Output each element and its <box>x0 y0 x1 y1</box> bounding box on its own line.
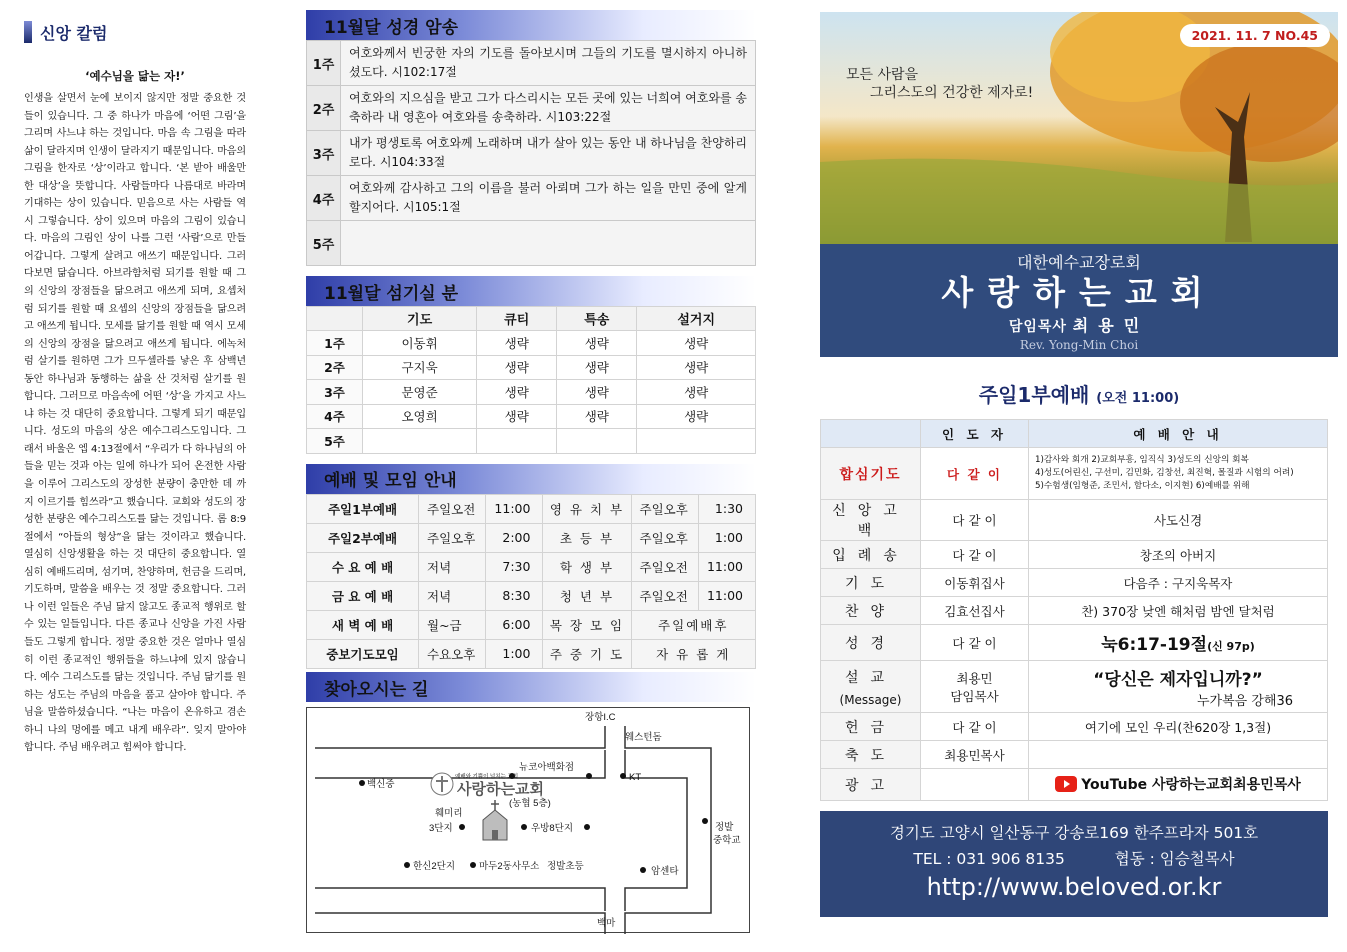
contact-line <box>820 847 1328 869</box>
leader-text: 다 같 이 <box>952 513 997 528</box>
church-name: 사랑하는교회 <box>941 273 1217 312</box>
meeting-time: 2:00 <box>486 523 543 552</box>
group-name: 학 생 부 <box>543 552 631 581</box>
slogan-line-1: 모든 사람을 <box>846 67 919 83</box>
leader-text: 최용민 <box>956 670 993 686</box>
serve-col-header: 기도 <box>363 307 477 331</box>
church-footer <box>820 811 1328 917</box>
worship-row <box>821 500 1328 541</box>
serve-row <box>307 429 756 454</box>
meeting-name: 금 요 예 배 <box>307 581 419 610</box>
order-name <box>821 769 921 801</box>
group-day: 주일예배후 <box>631 610 756 639</box>
group-time: 11:00 <box>698 552 755 581</box>
meeting-time: 8:30 <box>486 581 543 610</box>
bible-verse: 여호와께서 빈궁한 자의 기도를 돌아보시며 그들의 기도를 멸시하지 아니하셨도다. 시102:17절 <box>341 41 756 86</box>
service-title <box>820 379 1338 419</box>
leader-text: 다 같 이 <box>947 466 1002 482</box>
order-name <box>821 448 921 500</box>
label-humiri: 훼미리 <box>435 808 463 819</box>
group-time: 1:00 <box>698 523 755 552</box>
leader-text: 최용민목사 <box>944 747 1005 763</box>
guide-text: 창조의 아버지 <box>1139 547 1217 563</box>
bible-row <box>307 131 756 176</box>
order-name-text: 합심기도 <box>839 466 902 483</box>
group-time: 11:00 <box>698 581 755 610</box>
map-heading <box>306 672 756 702</box>
guide-text: 사도신경 <box>1153 513 1203 528</box>
serve-week: 1주 <box>307 331 363 356</box>
serve-heading-text: 11월달 섬기실 분 <box>324 283 459 304</box>
order-leader <box>921 597 1029 625</box>
worship-row <box>821 713 1328 741</box>
serve-cell: 생략 <box>477 380 557 405</box>
guide-text: 다음주 : 구지욱목자 <box>1123 575 1233 591</box>
youtube-icon[interactable] <box>1055 780 1077 795</box>
meeting-row <box>307 552 756 581</box>
meeting-day: 저녁 <box>419 552 486 581</box>
group-day: 주일오후 <box>631 523 698 552</box>
serve-col-header: 큐티 <box>477 307 557 331</box>
serve-week: 3주 <box>307 380 363 405</box>
right-column <box>820 12 1338 917</box>
label-jeongbal2: 중학교 <box>713 835 741 846</box>
meeting-name: 새 벽 예 배 <box>307 610 419 639</box>
bible-week: 4주 <box>307 176 341 221</box>
essay-body: 인생을 살면서 눈에 보이지 않지만 정말 중요한 것들이 있습니다. 그 중 하나가 마음에 ‘어떤 그림’을 그리며 사느냐 하는 것입니다. 마음 속 그림을 따라 삶이 달라지며 인생이 달라지기 때문입니다. 마음의 그림을 한자로 ‘상’이라고 합니다. ‘본 받아 배울만한 대상’을 뜻합니다. 사람들마다 나름대로 바라며 기대하는 상이 있습니다. 믿음으로 사는 사람들 역시 그렇습니다. 상이 있으며 마음의 그림이 있습니다. 마음의 그림인 상이 나를 그런 ‘사람’으로 만들어갑니다. 그렇게 살려고 애쓰기 때문입니다. 그러다보면 닮습니다. 아브라함처럼 되기를 원할 때 그의 신앙의 장점들을 닮으려고 애쓰게 되며, 요셉처럼 되기를 원할 때 요셉의 신앙의 장점들을 닮으려고 애쓰게 됩니다. 모세를 닮기를 원할 때 역시 모세의 신앙의 장점을 닮으려고 애쓰게 됩니다. 에녹처럼 살기를 원하면 그가 므두셀라를 낳은 후 삼백년 동안 하나님과 동행하는 삶을 산 것처럼 살기를 원합니다. 그러므로 마음속에 어떤 ‘상’을 가지고 사느냐 하는 것 대단히 중요합니다. 그렇게 되기 때문입니다. 성도의 마음의 상은 예수그리스도입니다. 그래서 바울은 엡 4:13절에서 “우리가 다 하나님의 아들을 믿는 것과 아는 일에 하나가 되어 온전한 사람을 이루어 그리스도의 장성한 분량이 충만한 데 까지 이르기를 힘쓰라”고 했습니다. 교회와 성도의 장성한 분량은 예수그리스도를 닮는 것입니다. 롬 8:9절에서 “아들의 형상”을 닮는 것이라고 했습니다. 열심히 신앙생활을 하는 것 대단히 중요합니다. 열심히 예배드리며, 섬기며, 찬양하며, 헌금을 드리며, 기도하며, 말씀을 배우는 것 정말 중요합니다. 그러나 이런 일들은 주님 닮지 않고도 종교적 행위로 할 수 있는 일들입니다. 다른 종교나 신앙을 가진 사람들도 그렇게 합니다. 정말 중요한 것은 얼마나 열심히 이런 종교적인 행위들을 하느냐에 있지 않습니다. 예수 그리스도를 닮는 것입니다. 주님 닮기를 원하는 성도는 주님의 마음을 품고 살아야 합니다. 주님을 말씀하셨습니다. “나는 마음이 온유하고 겸손하니 나의 멍에를 메고 내게 배우라”. 잊지 말아야 합니다. 주님 배우려고 힘써야 합니다. <box>24 93 246 754</box>
worship-row <box>821 569 1328 597</box>
serve-cell: 문영준 <box>363 380 477 405</box>
label-church: 사랑하는교회 <box>457 781 544 798</box>
pastor-label: 담임목사 <box>1008 319 1067 335</box>
group-name: 초 등 부 <box>543 523 631 552</box>
order-name-text: 헌금 <box>844 719 897 736</box>
serve-row <box>307 380 756 405</box>
meeting-day: 수요오후 <box>419 639 486 668</box>
meeting-day: 저녁 <box>419 581 486 610</box>
label-hansin: 한신2단지 <box>413 861 455 872</box>
bible-row <box>307 41 756 86</box>
meeting-name: 주일2부예배 <box>307 523 419 552</box>
order-leader <box>921 713 1029 741</box>
map-heading-text: 찾아오시는 길 <box>324 679 429 700</box>
serve-cell: 생략 <box>637 355 756 380</box>
order-name-text: 성경 <box>844 635 897 652</box>
order-name-text: 설교 <box>844 669 897 686</box>
meeting-time: 1:00 <box>486 639 543 668</box>
meeting-name: 주일1부예배 <box>307 494 419 523</box>
serve-cell: 구지욱 <box>363 355 477 380</box>
label-jeongbal-elem: 정발초등 <box>547 861 584 872</box>
corner-cell <box>821 420 921 448</box>
order-name <box>821 713 921 741</box>
bible-row <box>307 176 756 221</box>
serve-cell: 생략 <box>557 355 637 380</box>
order-name <box>821 569 921 597</box>
serve-table <box>306 306 756 454</box>
group-name: 주 중 기 도 <box>543 639 631 668</box>
serve-cell: 이동휘 <box>363 331 477 356</box>
order-guide <box>1029 741 1328 769</box>
order-guide <box>1029 713 1328 741</box>
label-janghang: 장항I.C <box>585 712 616 723</box>
serve-cell <box>477 429 557 454</box>
worship-order-table <box>820 419 1328 801</box>
bible-week: 5주 <box>307 221 341 266</box>
order-name <box>821 661 921 713</box>
leader-text: 김효선집사 <box>944 603 1005 619</box>
guide-text: 찬) 370장 낮엔 해처럼 밤엔 달처럼 <box>1081 603 1275 619</box>
order-guide <box>1029 661 1328 713</box>
column-heading-text: 신앙 칼럼 <box>40 23 108 43</box>
leader-text: 다 같 이 <box>952 547 997 563</box>
order-name <box>821 500 921 541</box>
bible-week: 1주 <box>307 41 341 86</box>
sermon-series: 누가복음 강해36 <box>1196 693 1293 709</box>
serve-week: 2주 <box>307 355 363 380</box>
bible-week: 3주 <box>307 131 341 176</box>
meeting-row <box>307 523 756 552</box>
order-leader <box>921 541 1029 569</box>
serve-cell: 생략 <box>637 331 756 356</box>
order-name <box>821 741 921 769</box>
group-day: 주일오전 <box>631 581 698 610</box>
slogan-line-2: 그리스도의 건강한 제자로! <box>870 85 1034 101</box>
worship-row <box>821 741 1328 769</box>
order-leader <box>921 569 1029 597</box>
meetings-heading-text: 예배 및 모임 안내 <box>324 471 457 491</box>
leader-text: 이동휘집사 <box>944 575 1005 591</box>
serve-row <box>307 404 756 429</box>
leader-header: 인 도 자 <box>921 420 1029 448</box>
label-baekseok: 백신중 <box>367 779 395 790</box>
pastor-name: 최용민 <box>1072 316 1150 335</box>
group-time: 1:30 <box>698 494 755 523</box>
group-name: 청 년 부 <box>543 581 631 610</box>
worship-row <box>821 769 1328 801</box>
church-building-icon <box>483 800 507 840</box>
order-guide <box>1029 448 1328 500</box>
meeting-day: 주일오후 <box>419 523 486 552</box>
serve-week: 4주 <box>307 404 363 429</box>
meetings-table <box>306 494 756 669</box>
order-guide <box>1029 769 1328 801</box>
order-leader <box>921 500 1029 541</box>
serve-cell <box>637 429 756 454</box>
serve-cell: 생략 <box>637 380 756 405</box>
map-svg <box>307 708 751 934</box>
leader-sub: 담임목사 <box>950 688 999 704</box>
worship-row <box>821 541 1328 569</box>
pastor-english-name: Rev. Yong-Min Choi <box>1019 338 1139 352</box>
order-leader <box>921 769 1029 801</box>
label-kt: KT <box>629 772 642 783</box>
order-name <box>821 625 921 661</box>
group-day: 주일오전 <box>631 552 698 581</box>
worship-row <box>821 625 1328 661</box>
label-amcenter: 암센타 <box>651 866 679 877</box>
worship-row <box>821 448 1328 500</box>
serve-cell <box>557 429 637 454</box>
group-day: 자 유 롭 게 <box>631 639 756 668</box>
order-guide <box>1029 500 1328 541</box>
tel: TEL : 031 906 8135 <box>913 850 1065 868</box>
serve-row <box>307 331 756 356</box>
church-banner <box>820 244 1338 357</box>
church-logo-icon <box>431 773 453 795</box>
order-leader <box>921 625 1029 661</box>
order-leader <box>921 741 1029 769</box>
label-newcore: 뉴코아백화점 <box>519 762 575 773</box>
leader-text: 다 같 이 <box>952 719 997 735</box>
serve-heading <box>306 276 756 306</box>
serve-cell <box>363 429 477 454</box>
order-leader <box>921 448 1029 500</box>
leader-text: 다 같 이 <box>952 635 997 651</box>
prayer-topics: 1)감사와 회개 2)교회부흥, 임직식 3)성도의 신앙의 회복 4)성도(어린신, 구선미, 김민화, 김창선, 최진혁, 몰질과 시험의 어려) 5)수험생(임형준, 조민서, 함다소, 이지현) 6)예배를 위해 <box>1035 455 1294 491</box>
worship-row <box>821 597 1328 625</box>
serve-cell: 생략 <box>557 404 637 429</box>
website-link[interactable]: http://www.beloved.or.kr <box>926 873 1222 901</box>
order-name-text: 입례송 <box>832 547 909 564</box>
order-name-sub: (Message) <box>839 692 902 707</box>
guide-header: 예 배 안 내 <box>1029 420 1328 448</box>
bible-heading-text: 11월달 성경 암송 <box>324 17 459 38</box>
bible-row <box>307 221 756 266</box>
serve-row <box>307 355 756 380</box>
meeting-day: 주일오전 <box>419 494 486 523</box>
bible-verse: 여호와께 감사하고 그의 이름을 불러 아뢰며 그가 하는 일을 만민 중에 알게 할지어다. 시105:1절 <box>341 176 756 221</box>
serve-cell: 생략 <box>477 404 557 429</box>
directions-map <box>306 707 750 933</box>
order-guide <box>1029 569 1328 597</box>
meeting-name: 수 요 예 배 <box>307 552 419 581</box>
label-church-small: 예배와 기쁨이 넘치는 교회 <box>455 774 519 780</box>
essay-title: ‘예수님을 닮는 자!’ <box>85 69 185 83</box>
order-guide <box>1029 541 1328 569</box>
date-badge: 2021. 11. 7 NO.45 <box>1180 24 1330 47</box>
meeting-row <box>307 494 756 523</box>
bible-row <box>307 86 756 131</box>
scripture-page: (신 97p) <box>1207 640 1255 653</box>
order-name <box>821 541 921 569</box>
service-time: (오전 11:00) <box>1096 391 1180 406</box>
order-name-text: 찬양 <box>844 603 897 620</box>
middle-column <box>306 10 756 929</box>
scripture-ref: 눅6:17-19절 <box>1101 635 1208 655</box>
denomination: 대한예수교장로회 <box>1017 253 1141 272</box>
serve-cell: 생략 <box>477 331 557 356</box>
label-woobang: 우방8단지 <box>531 823 573 834</box>
meeting-row <box>307 581 756 610</box>
meeting-time: 6:00 <box>486 610 543 639</box>
meeting-row <box>307 639 756 668</box>
meeting-name: 중보기도모임 <box>307 639 419 668</box>
service-name: 주일1부예배 <box>978 383 1090 407</box>
meeting-row <box>307 610 756 639</box>
meetings-heading <box>306 464 756 494</box>
order-name-text: 기도 <box>844 575 897 592</box>
serve-cell: 생략 <box>637 404 756 429</box>
address: 경기도 고양시 일산동구 강송로169 한주프라자 501호 <box>889 824 1259 842</box>
youtube-channel[interactable]: YouTube 사랑하는교회최용민목사 <box>1081 777 1301 793</box>
serve-week: 5주 <box>307 429 363 454</box>
label-madu: 마두2동사무소 <box>479 861 540 872</box>
serve-cell: 오영희 <box>363 404 477 429</box>
order-leader <box>921 661 1029 713</box>
label-western: 웨스턴돔 <box>625 732 662 743</box>
order-name-text: 광고 <box>844 777 897 794</box>
column-heading <box>24 18 246 46</box>
column-essay <box>24 18 246 938</box>
serve-col-header <box>307 307 363 331</box>
label-baekma: 백마 <box>597 918 616 929</box>
serve-col-header: 특송 <box>557 307 637 331</box>
bible-week: 2주 <box>307 86 341 131</box>
bible-verse: 내가 평생토록 여호와께 노래하며 내가 살아 있는 동안 내 하나님을 찬양하리로다. 시104:33절 <box>341 131 756 176</box>
bible-table <box>306 40 756 266</box>
serve-cell: 생략 <box>557 380 637 405</box>
heading-bar <box>24 21 32 43</box>
group-name: 영 유 치 부 <box>543 494 631 523</box>
bible-heading <box>306 10 756 40</box>
order-guide <box>1029 625 1328 661</box>
hero-autumn-tree-image <box>820 12 1338 244</box>
order-name <box>821 597 921 625</box>
bible-verse: 여호와의 지으심을 받고 그가 다스리시는 모든 곳에 있는 너희여 여호와를 송축하라 내 영혼아 여호와를 송축하라. 시103:22절 <box>341 86 756 131</box>
guide-text: 여기에 모인 우리(찬620장 1,3절) <box>1084 719 1272 735</box>
meeting-time: 11:00 <box>486 494 543 523</box>
group-day: 주일오후 <box>631 494 698 523</box>
label-jeongbal: 정발 <box>715 822 734 833</box>
order-guide <box>1029 597 1328 625</box>
serve-cell: 생략 <box>557 331 637 356</box>
bible-verse <box>341 221 756 266</box>
label-humiri2: 3단지 <box>429 823 453 834</box>
group-name: 목 장 모 임 <box>543 610 631 639</box>
serve-col-header: 설거지 <box>637 307 756 331</box>
meeting-day: 월~금 <box>419 610 486 639</box>
pastor-line <box>820 313 1338 336</box>
worship-row <box>821 661 1328 713</box>
label-church-floor: (농협 5층) <box>509 798 551 809</box>
order-name-text: 축도 <box>844 747 897 764</box>
associate-pastor: 협동 : 임승철목사 <box>1114 850 1235 868</box>
sermon-title: “당신은 제자입니까?” <box>1093 669 1263 690</box>
meeting-time: 7:30 <box>486 552 543 581</box>
serve-cell: 생략 <box>477 355 557 380</box>
order-name-text: 신앙고백 <box>832 503 909 539</box>
